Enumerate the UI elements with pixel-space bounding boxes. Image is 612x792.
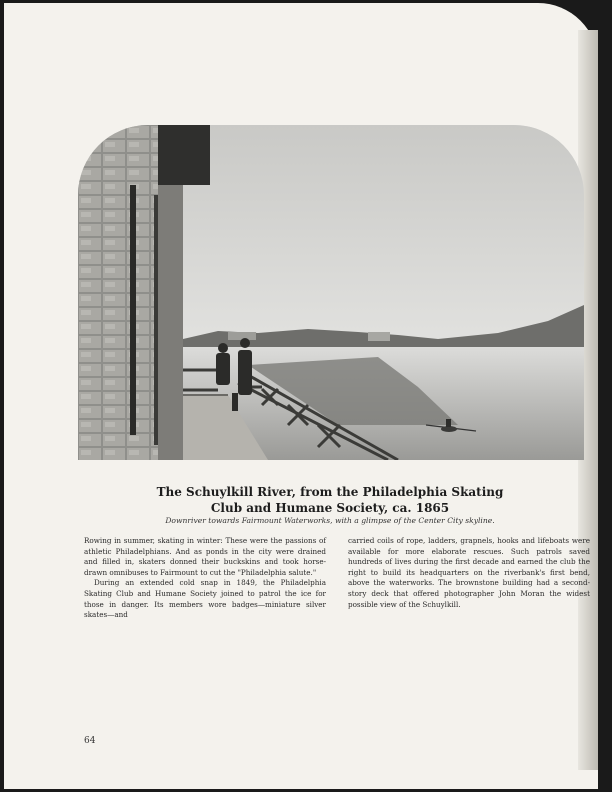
paragraph: During an extended cold snap in 1849, the Philadelphia Skating Club and Humane Society joined to patrol the ice for those in danger. Its members wore badges—miniature silver skates—and — [84, 578, 326, 620]
paragraph: carried coils of rope, ladders, grapnels, hooks and lifeboats were available for more elaborate rescues. Such patrols saved hundreds of lives during the first decade and earned the club the right to build its headquarters on the riverbank's first bend, above the waterworks. The brownstone building had a second-story deck that offered photographer John Moran the widest possible view of the Schuylkill. — [348, 536, 590, 609]
stone-building — [78, 125, 158, 460]
river-scene — [78, 125, 584, 460]
paragraph: Rowing in summer, skating in winter: These were the passions of athletic Philadelphians. And as ponds in the city were drained and filled in, skaters donned their buckskins and took horse-drawn omnibuses to Fairmount to cut the "Philadelphia salute." — [84, 536, 326, 577]
page-number: 64 — [84, 736, 96, 746]
body-column-right — [348, 536, 590, 610]
body-column-left — [84, 536, 326, 621]
river-photograph — [78, 125, 584, 460]
caption-title: The Schuylkill River, from the Philadelphia Skating Club and Humane Society, ca. 1865 — [156, 485, 504, 515]
caption-subtitle: Downriver towards Fairmount Waterworks, with a glimpse of the Center City skyline. — [165, 516, 495, 525]
